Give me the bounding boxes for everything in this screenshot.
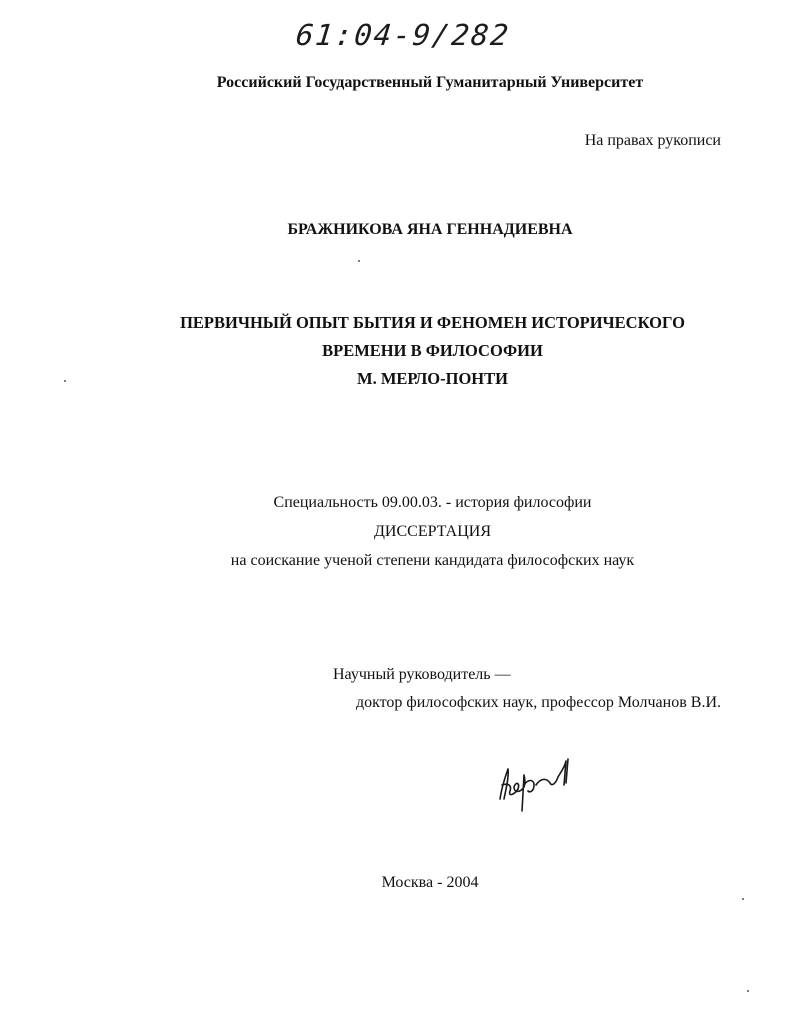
scan-speck xyxy=(747,990,749,992)
author-name: БРАЖНИКОВА ЯНА ГЕННАДИЕВНА xyxy=(287,221,573,238)
rights-notice: На правах рукописи xyxy=(584,132,721,149)
supervisor-name: доктор философских наук, профессор Молчанов В.И. xyxy=(355,694,721,711)
dissertation-title xyxy=(0,309,795,393)
university-name: Российский Государственный Гуманитарный Университет xyxy=(216,74,644,91)
specialty-line: Специальность 09.00.03. - история философии xyxy=(273,494,592,511)
handwritten-signature xyxy=(494,755,584,815)
title-line-1: ПЕРВИЧНЫЙ ОПЫТ БЫТИЯ И ФЕНОМЕН ИСТОРИЧЕСКОГО xyxy=(180,313,685,332)
title-line-3: М. МЕРЛО-ПОНТИ xyxy=(357,369,508,388)
document-type: ДИССЕРТАЦИЯ xyxy=(374,523,491,540)
supervisor-label: Научный руководитель — xyxy=(333,666,511,683)
library-stamp-code: 61:04-9/282 xyxy=(294,18,512,52)
specialty-block xyxy=(0,488,795,575)
degree-line: на соискание ученой степени кандидата философских наук xyxy=(230,552,635,569)
city-year: Москва - 2004 xyxy=(381,874,479,891)
scan-speck xyxy=(358,260,360,262)
scan-speck xyxy=(742,898,744,900)
scan-speck xyxy=(64,380,66,382)
title-line-2: ВРЕМЕНИ В ФИЛОСОФИИ xyxy=(322,341,543,360)
